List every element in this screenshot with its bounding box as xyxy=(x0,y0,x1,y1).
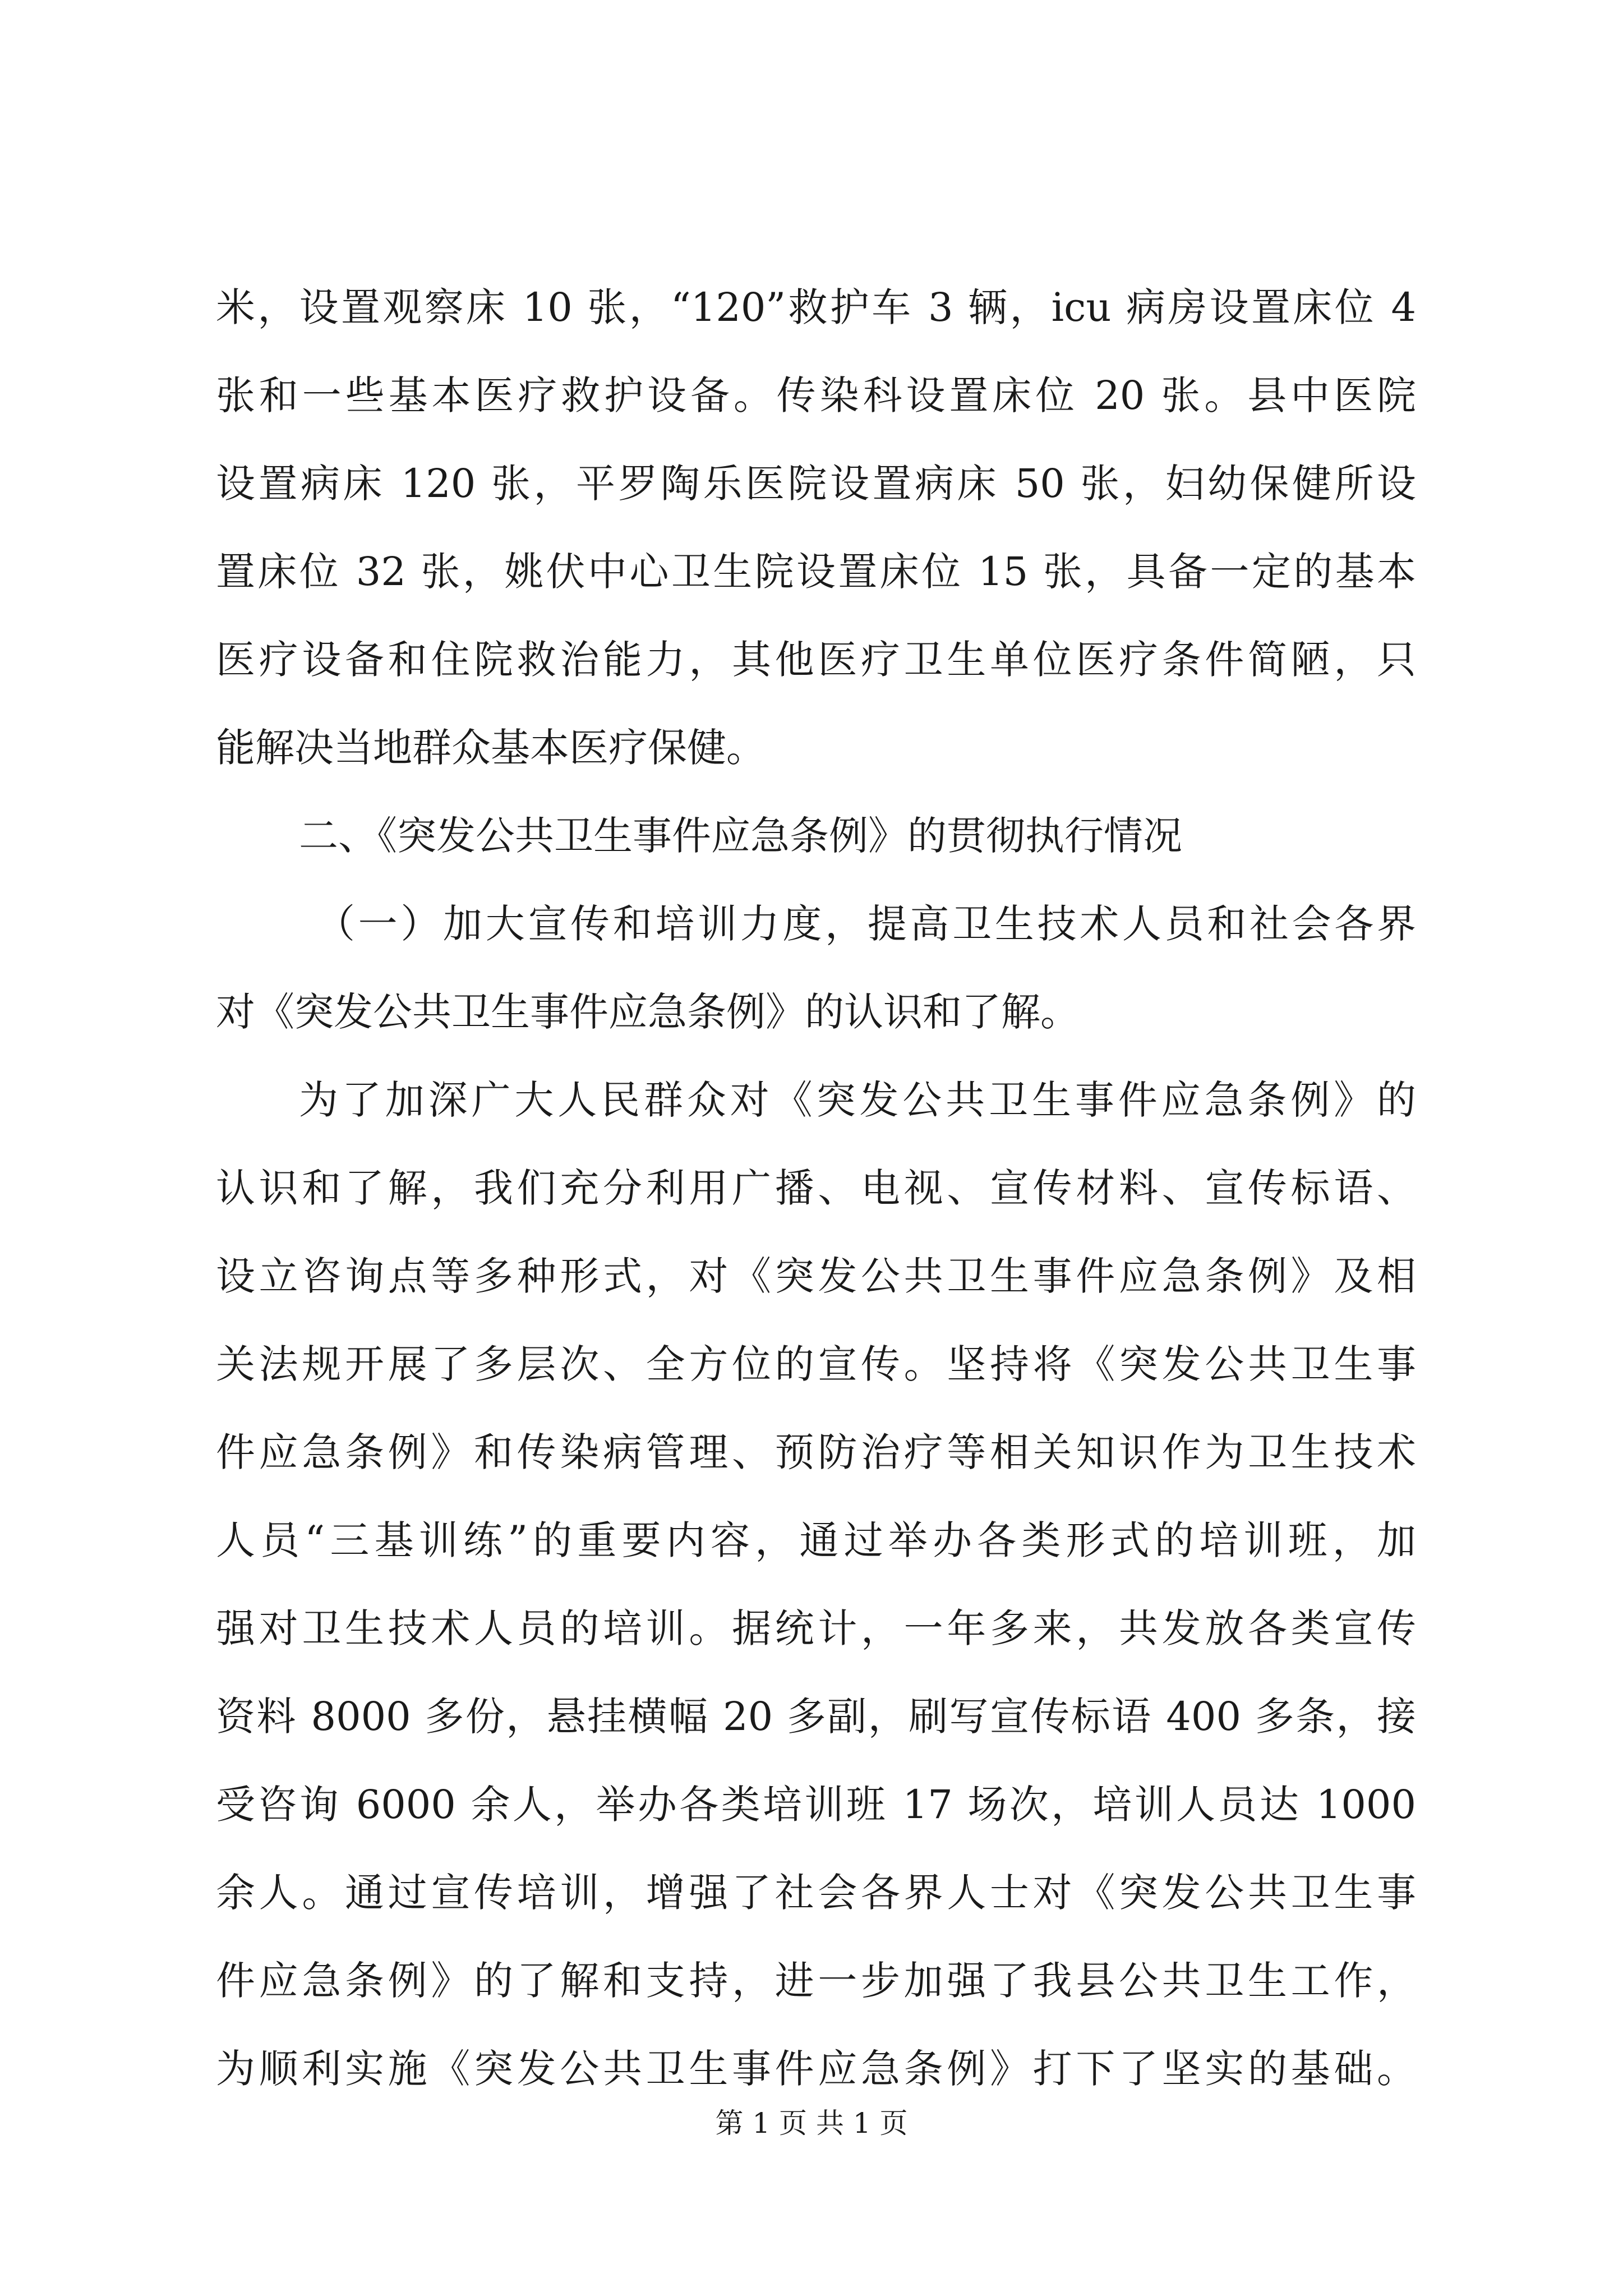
body-line: 为顺利实施《突发公共卫生事件应急条例》打下了坚实的基础。 xyxy=(216,2046,1416,2092)
body-line: 能解决当地群众基本医疗保健。 xyxy=(216,725,766,771)
body-line: 认识和了解，我们充分利用广播、电视、宣传材料、宣传标语、 xyxy=(216,1165,1416,1211)
section-heading: 二、《突发公共卫生事件应急条例》的贯彻执行情况 xyxy=(299,813,1182,859)
body-line: 人员“三基训练”的重要内容，通过举办各类形式的培训班，加 xyxy=(216,1517,1416,1563)
document-body xyxy=(216,264,1416,2113)
body-line: 米，设置观察床 10 张，“120”救护车 3 辆，icu 病房设置床位 4 xyxy=(216,284,1416,330)
body-line: 置床位 32 张，姚伏中心卫生院设置床位 15 张，具备一定的基本 xyxy=(216,549,1416,595)
body-line: 关法规开展了多层次、全方位的宣传。坚持将《突发公共卫生事 xyxy=(216,1341,1416,1387)
body-line: 张和一些基本医疗救护设备。传染科设置床位 20 张。县中医院 xyxy=(216,372,1416,418)
body-line: 余人。通过宣传培训，增强了社会各界人士对《突发公共卫生事 xyxy=(216,1870,1416,1916)
body-line: 资料 8000 多份，悬挂横幅 20 多副，刷写宣传标语 400 多条，接 xyxy=(216,1694,1416,1740)
body-line: 设置病床 120 张，平罗陶乐医院设置病床 50 张，妇幼保健所设 xyxy=(216,461,1416,507)
body-line: 受咨询 6000 余人，举办各类培训班 17 场次，培训人员达 1000 xyxy=(216,1782,1416,1828)
subsection-heading: （一）加大宣传和培训力度，提高卫生技术人员和社会各界 xyxy=(316,901,1416,947)
body-line: 设立咨询点等多种形式，对《突发公共卫生事件应急条例》及相 xyxy=(216,1253,1416,1299)
body-line: 为了加深广大人民群众对《突发公共卫生事件应急条例》的 xyxy=(299,1077,1416,1123)
body-line: 件应急条例》的了解和支持，进一步加强了我县公共卫生工作， xyxy=(216,1958,1416,2004)
page-footer: 第 1 页 共 1 页 xyxy=(715,2107,908,2139)
body-line: 强对卫生技术人员的培训。据统计，一年多来，共发放各类宣传 xyxy=(216,1605,1416,1651)
body-line: 件应急条例》和传染病管理、预防治疗等相关知识作为卫生技术 xyxy=(216,1429,1416,1475)
body-line: 医疗设备和住院救治能力，其他医疗卫生单位医疗条件简陋，只 xyxy=(216,637,1416,683)
subsection-heading-cont: 对《突发公共卫生事件应急条例》的认识和了解。 xyxy=(216,989,1080,1035)
